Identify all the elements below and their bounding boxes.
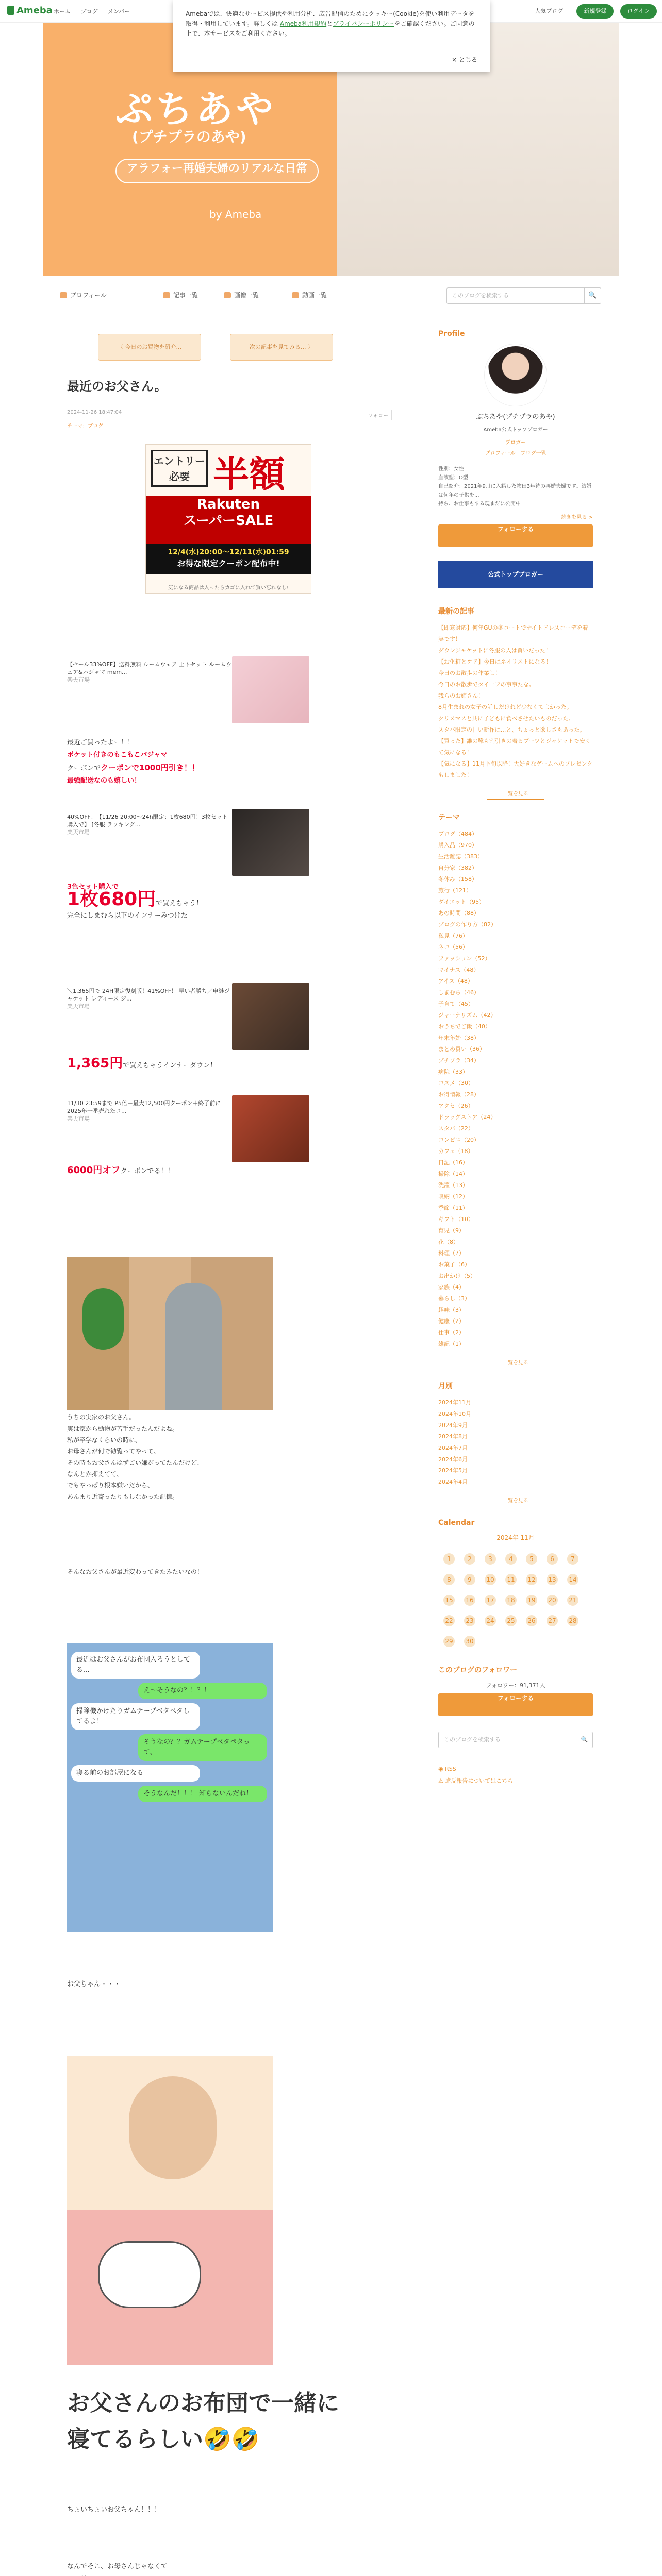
search-icon[interactable]: 🔍 xyxy=(584,288,601,303)
product-source: 楽天市場 xyxy=(67,1003,90,1010)
theme-item[interactable]: ブログの作り方（82） xyxy=(438,921,496,928)
consent-and: と xyxy=(326,20,333,27)
body-line: 私が卒学なくらいの時に、 xyxy=(67,1436,142,1444)
cookie-consent-dialog xyxy=(173,0,490,72)
ameba-logo[interactable]: Ameba xyxy=(7,5,53,16)
theme-item[interactable]: 子育て（45） xyxy=(438,1001,474,1007)
calendar-month: 2024年 11月 xyxy=(496,1534,535,1541)
calendar-day[interactable]: 8 xyxy=(443,1574,455,1585)
calendar-day[interactable]: 24 xyxy=(485,1615,496,1626)
text-block xyxy=(67,1057,217,1072)
father-face xyxy=(129,2076,217,2179)
product-image[interactable] xyxy=(232,983,309,1050)
follow-small-button[interactable]: フォロー xyxy=(365,410,392,420)
month-item[interactable]: 2024年8月 xyxy=(438,1433,468,1440)
text-line: 最近ご買ったよー！！ xyxy=(67,739,135,747)
calendar-day[interactable]: 29 xyxy=(443,1636,455,1647)
text-line: で買えちゃうインナーダウン！ xyxy=(123,1062,217,1070)
blog-search-input[interactable]: このブログを検索する 🔍 xyxy=(446,287,601,304)
theme-item[interactable]: 料理（7） xyxy=(438,1250,465,1257)
theme-item[interactable]: ギフト（10） xyxy=(438,1216,474,1223)
theme-item[interactable]: 日記（16） xyxy=(438,1159,468,1166)
theme-item[interactable]: ネコ（56） xyxy=(438,944,468,951)
price-text: 1枚680円 xyxy=(67,889,156,910)
product-card[interactable] xyxy=(67,813,309,836)
theme-item[interactable]: 冬休み（158） xyxy=(438,876,477,883)
calendar-day[interactable]: 6 xyxy=(547,1553,558,1565)
body-line: でもやっぱり根本嫌いだから、 xyxy=(67,1482,154,1489)
blogger-type: ブロガー xyxy=(505,440,526,446)
father-figure xyxy=(165,1283,222,1410)
bloglist-link[interactable]: ブログ一覧 xyxy=(520,451,547,456)
theme-item[interactable]: 家族（4） xyxy=(438,1284,465,1291)
sidebar xyxy=(438,330,593,1785)
month-more-link[interactable]: 一覧を見る xyxy=(487,1496,544,1506)
month-item[interactable]: 2024年6月 xyxy=(438,1456,468,1463)
body-line: うちの実家のお父さん。 xyxy=(67,1414,136,1421)
video-icon xyxy=(292,292,299,298)
calendar-grid xyxy=(438,1548,584,1652)
recent-heading: 最新の記事 xyxy=(438,607,474,616)
text-block xyxy=(67,737,200,787)
product-image[interactable] xyxy=(232,809,309,876)
recent-item[interactable]: 【お化粧とケア】今日はネイリストになる！ xyxy=(438,658,552,665)
by-ameba: by Ameba xyxy=(209,208,262,221)
theme-item[interactable]: ジャーナリズム（42） xyxy=(438,1012,496,1019)
text-block xyxy=(67,1164,174,1178)
theme-item[interactable]: 雑記（1） xyxy=(438,1341,465,1347)
nav-images[interactable]: 画像一覧 xyxy=(224,291,259,299)
article-date: 2024-11-26 18:47:04 xyxy=(67,410,122,415)
product-title[interactable]: 40%OFF！【11/26 20:00〜24h限定：1枚680円！3枚セット購入で】 [冬服 ラッキング... xyxy=(67,814,228,828)
article-title[interactable]: 最近のお父さん。 xyxy=(67,379,167,394)
nav-member[interactable]: メンバー xyxy=(108,8,130,15)
nav-home[interactable]: ホーム xyxy=(54,8,71,15)
image-icon xyxy=(224,292,231,298)
close-consent-button[interactable]: × とじる xyxy=(452,56,477,63)
recent-item[interactable]: 今日のお散歩でタイ一フの事事たな。 xyxy=(438,681,535,688)
follow-button-2[interactable]: フォローする xyxy=(438,1693,593,1716)
profile-heading: Profile xyxy=(438,330,465,338)
theme-item[interactable]: カフェ（18） xyxy=(438,1148,474,1155)
follower-count: フォロワー：91,371人 xyxy=(486,1682,545,1689)
nav-profile[interactable]: プロフィール xyxy=(60,291,107,299)
product-card[interactable] xyxy=(67,660,309,684)
cat-figure xyxy=(98,2241,201,2308)
theme-item[interactable]: おうちでご飯（40） xyxy=(438,1023,491,1030)
product-card[interactable] xyxy=(67,987,309,1010)
calendar-day[interactable]: 7 xyxy=(567,1553,578,1565)
calendar-day[interactable]: 9 xyxy=(464,1574,475,1585)
profile-links xyxy=(438,449,593,456)
theme-item[interactable]: しまむら（46） xyxy=(438,989,479,996)
body-line: お母さんが何で勧覧ってやって、 xyxy=(67,1448,160,1455)
calendar-day[interactable]: 1 xyxy=(443,1553,455,1565)
product-card[interactable] xyxy=(67,1099,309,1123)
consent-text-2: をご確認ください。ご同意の上で、本サービスをご利用ください。 xyxy=(186,20,475,37)
month-item[interactable]: 2024年7月 xyxy=(438,1445,468,1451)
theme-item[interactable]: 私見（76） xyxy=(438,933,468,939)
theme-item[interactable]: 自分家（382） xyxy=(438,865,477,871)
theme-item[interactable]: ドラッグストア（24） xyxy=(438,1114,496,1121)
nav-articles[interactable]: 記事一覧 xyxy=(163,291,198,299)
recent-item[interactable]: 【気になる】11月下旬以降！大好きなゲームへのプレゼンクもしました！ xyxy=(438,760,593,778)
calendar-day[interactable]: 20 xyxy=(547,1595,558,1606)
calendar-day[interactable]: 16 xyxy=(464,1595,475,1606)
calendar-day[interactable]: 11 xyxy=(505,1574,517,1585)
theme-item[interactable]: 旅行（121） xyxy=(438,887,472,894)
chat-bubble: 寝る前のお部屋になる xyxy=(71,1765,200,1782)
follower-heading: このブログのフォロワー xyxy=(438,1666,518,1674)
product-source: 楽天市場 xyxy=(67,829,90,836)
recent-item[interactable]: ダウンジャケットに冬服の人は買いだった！ xyxy=(438,647,551,654)
profile-desc: 性別：女性 血液型：O型 自己紹介：2021年9月に入籍した物田3年待の再婚夫婦です。結婚は何年の子供を... 持ち、お仕事もする現まだに公開中！ xyxy=(438,466,592,507)
theme-item[interactable]: あの時間（88） xyxy=(438,910,479,917)
theme-item[interactable]: 趣味（3） xyxy=(438,1307,465,1313)
theme-item[interactable]: 生活雑誌（383） xyxy=(438,853,483,860)
theme-item[interactable]: お菓子（6） xyxy=(438,1261,470,1268)
text-line: クーポンでクーポンで1000円引き！！ xyxy=(67,763,200,772)
half-price-text: 半額 xyxy=(213,453,285,496)
headline-text: お父さんのお布団で一緒に寝てるらしい🤣🤣 xyxy=(67,2390,339,2452)
calendar-day[interactable]: 13 xyxy=(547,1574,558,1585)
calendar-day[interactable]: 14 xyxy=(567,1574,578,1585)
calendar-day[interactable]: 23 xyxy=(464,1615,475,1626)
chat-screenshot[interactable] xyxy=(67,1643,273,1932)
entry-required-badge: エントリー必要 xyxy=(151,450,208,487)
official-badge: Ameba公式トップブロガー xyxy=(483,427,548,433)
theme-item[interactable]: 洗濯（13） xyxy=(438,1182,468,1189)
father-photo[interactable] xyxy=(67,1257,273,1410)
price-text: 6000円オフ xyxy=(67,1165,121,1176)
next-article-button[interactable]: 次の記事を見てみる... 〉 xyxy=(230,334,333,361)
calendar-day[interactable]: 18 xyxy=(505,1595,517,1606)
chat-bubble: そうなの？？ガムテープべタペタって、 xyxy=(138,1734,267,1761)
login-button[interactable]: ログイン xyxy=(620,4,657,19)
theme-item[interactable]: 暮らし（3） xyxy=(438,1295,470,1302)
text-line: ポケット付きのもこもこパジャマ xyxy=(67,751,168,759)
calendar-day[interactable]: 26 xyxy=(526,1615,537,1626)
rakuten-sale-banner[interactable] xyxy=(145,444,311,594)
profile-link[interactable]: プロフィール xyxy=(485,451,516,456)
coupon-info: 12/4(水)20:00〜12/11(水)01:59 お得な限定クーポン配布中! xyxy=(146,544,311,574)
official-top-blogger-banner[interactable]: 公式トップブロガー xyxy=(438,561,593,588)
product-title[interactable]: 11/30 23:59まで P5倍＋最大12,500円クーポン＋終了前に 2025年一番売れたコ... xyxy=(67,1100,221,1114)
search-icon[interactable]: 🔍 xyxy=(576,1732,592,1748)
month-item[interactable]: 2024年11月 xyxy=(438,1399,471,1406)
text-line: 3色セット購入で xyxy=(67,883,119,891)
text-line: 最強配送なのも嬉しい！ xyxy=(67,777,141,785)
register-button[interactable]: 新規登録 xyxy=(576,4,614,19)
month-item[interactable]: 2024年4月 xyxy=(438,1479,468,1485)
profile-name[interactable]: ぷちあや(プチプラのあや) xyxy=(476,413,555,421)
calendar-day[interactable]: 21 xyxy=(567,1595,578,1606)
calendar-day[interactable]: 22 xyxy=(443,1615,455,1626)
consent-text: Amebaでは、快適なサービス提供や利用分析、広告配信のためにクッキー(Cookie)を使い利用データを取得・利用しています。詳しくは xyxy=(186,10,475,27)
report-link[interactable]: ⚠ 違反報告についてはこちら xyxy=(438,1777,514,1784)
calendar-day[interactable]: 19 xyxy=(526,1595,537,1606)
chat-bubble: そうなんだ！！！ 知らないんだね！ xyxy=(138,1786,267,1802)
read-more-link[interactable]: 続きを見る > xyxy=(561,515,593,520)
theme-more-link[interactable]: 一覧を見る xyxy=(487,1358,544,1368)
theme-item[interactable]: お得情報（28） xyxy=(438,1091,479,1098)
product-image[interactable] xyxy=(232,1095,309,1162)
theme-item[interactable]: ブログ（484） xyxy=(438,831,477,837)
article-meta xyxy=(67,410,392,429)
product-title[interactable]: 【セール33%OFF】送料無料 ルームウェア 上下セット ルームウェア&パジャマ mem... xyxy=(67,661,232,675)
sidebar-search-input[interactable]: このブログを検索する 🔍 xyxy=(438,1732,593,1748)
nav-videos[interactable]: 動画一覧 xyxy=(292,291,327,299)
theme-item[interactable]: 仕事（2） xyxy=(438,1329,465,1336)
profile-icon xyxy=(60,292,67,298)
product-title[interactable]: ＼1,365円で 24H限定復刻版！41%OFF！ 早い者勝ち／申継ジャケット レディース ジ... xyxy=(67,988,230,1002)
calendar-day[interactable]: 12 xyxy=(526,1574,537,1585)
text-line: 完全にしまむら以下のインナーみつけた xyxy=(67,912,188,920)
text-line: なんでそこ、お母さんじゃなくて xyxy=(67,2563,168,2570)
recent-item[interactable]: 【買った】誰の靴も割引きの着るブーツとジャケットで安くて気になる！ xyxy=(438,738,591,756)
calendar-day[interactable]: 2 xyxy=(464,1553,475,1565)
text-line: クーポンでる！！ xyxy=(120,1167,174,1175)
calendar-day[interactable]: 5 xyxy=(526,1553,537,1565)
top-nav xyxy=(54,7,138,15)
sleeping-illustration[interactable] xyxy=(67,2056,273,2365)
terms-link[interactable]: Ameba利用規約 xyxy=(279,20,327,27)
theme-item[interactable]: マイナス（48） xyxy=(438,967,479,973)
theme-item[interactable]: アクセ（26） xyxy=(438,1103,474,1109)
calendar-day[interactable]: 28 xyxy=(567,1615,578,1626)
theme-item[interactable]: まとめ買い（36） xyxy=(438,1046,485,1053)
theme-list xyxy=(438,828,593,1350)
theme-item[interactable]: アイス（48） xyxy=(438,978,473,985)
recent-item[interactable]: 我らのお姉さん！ xyxy=(438,692,484,699)
text-block xyxy=(67,881,203,922)
calendar-day[interactable]: 3 xyxy=(485,1553,496,1565)
product-source: 楽天市場 xyxy=(67,1115,90,1122)
month-item[interactable]: 2024年10月 xyxy=(438,1411,471,1417)
body-line: その時もお父さんはずごい嫌がってたんだけど、 xyxy=(67,1459,204,1466)
body-text xyxy=(67,1412,203,1502)
list-icon xyxy=(163,292,170,298)
calendar-day[interactable]: 4 xyxy=(505,1553,517,1565)
theme-heading: テーマ xyxy=(438,814,460,822)
blog-tagline: アラフォー再婚夫婦のリアルな日常 xyxy=(115,159,319,183)
coupon-text: クーポンで1000円引き！！ xyxy=(101,763,200,772)
theme-item[interactable]: コンビニ（20） xyxy=(438,1137,479,1143)
product-source: 楽天市場 xyxy=(67,676,90,683)
month-item[interactable]: 2024年9月 xyxy=(438,1422,468,1429)
theme-item[interactable]: プチプラ（34） xyxy=(438,1057,479,1064)
theme-item[interactable]: 年末年始（38） xyxy=(438,1035,479,1041)
theme-item[interactable]: お出かけ（5） xyxy=(438,1273,476,1279)
theme-item[interactable]: ダイエット（95） xyxy=(438,899,485,905)
calendar-day[interactable]: 17 xyxy=(485,1595,496,1606)
body-line: 実は家から動物が苦手だったんだよね。 xyxy=(67,1425,179,1432)
plant xyxy=(82,1288,124,1350)
calendar-day[interactable]: 27 xyxy=(547,1615,558,1626)
rss-link[interactable]: ◉ RSS xyxy=(438,1766,456,1772)
prev-article-button[interactable]: 〈 今日のお買物を紹介... xyxy=(98,334,201,361)
month-item[interactable]: 2024年5月 xyxy=(438,1467,468,1474)
recent-item[interactable]: クリスマスと共に子どもに食べさせたいものだった。 xyxy=(438,715,574,722)
recent-item[interactable]: スタバ限定の甘い新作は...と、ちょっと欲しさもあった。 xyxy=(438,726,586,733)
calendar-day[interactable]: 10 xyxy=(485,1574,496,1585)
theme-item[interactable]: コスメ（30） xyxy=(438,1080,474,1087)
rss-icon: ◉ xyxy=(438,1766,445,1772)
recent-list xyxy=(438,622,593,781)
body-line: なんとか抑えてて、 xyxy=(67,1470,123,1478)
recent-item[interactable]: 8月生まれの女子の話しだけれど少なくてよかった。 xyxy=(438,704,572,710)
warning-icon: ⚠ xyxy=(438,1777,445,1784)
theme-item[interactable]: 花（8） xyxy=(438,1239,459,1245)
theme-item[interactable]: 育児（9） xyxy=(438,1227,465,1234)
recent-item[interactable]: 今日のお散歩の作業し！ xyxy=(438,670,501,676)
theme-item[interactable]: 収納（12） xyxy=(438,1193,468,1200)
text-line: 1枚680円で買えちゃう！ xyxy=(67,889,203,910)
privacy-link[interactable]: プライバシーポリシー xyxy=(333,20,394,27)
calendar-day[interactable]: 30 xyxy=(464,1636,475,1647)
text-line: お父ちゃん・・・ xyxy=(67,1980,121,1988)
theme-item[interactable]: ファッション（52） xyxy=(438,955,491,962)
avatar[interactable] xyxy=(485,344,547,406)
article-theme[interactable]: テーマ：ブログ xyxy=(67,423,103,429)
theme-item[interactable]: スタバ（22） xyxy=(438,1125,474,1132)
theme-item[interactable]: 購入品（970） xyxy=(438,842,477,849)
chat-bubble: 最近はお父さんがお布団入ろうとしてる... xyxy=(71,1652,200,1679)
month-list xyxy=(438,1397,593,1488)
body-line: あんまり近寄ったりもしなかった記憶。 xyxy=(67,1493,179,1500)
banner-footnote: 気になる商品は入ったらカゴに入れて買い忘れなし! xyxy=(168,585,289,591)
theme-item[interactable]: 掃除（14） xyxy=(438,1171,468,1177)
calendar-day[interactable]: 15 xyxy=(443,1595,455,1606)
blog-subtitle: (プチプラのあや) xyxy=(132,128,246,145)
blog-nav xyxy=(60,287,601,308)
body-line: そんなお父さんが最近変わってきたみたいなの！ xyxy=(67,1568,203,1575)
chat-bubble: え〜そうなの？！？！ xyxy=(138,1683,267,1699)
article xyxy=(67,376,392,2570)
recent-more-link[interactable]: 一覧を見る xyxy=(487,789,544,800)
chat-bubble: 掃除機かけたりガムテープべタペタしてるよ！ xyxy=(71,1703,200,1730)
recent-item[interactable]: 【即寒対応】何年GUの冬コートでナイトドレスコーデを着実です！ xyxy=(438,624,588,642)
follow-button[interactable]: フォローする xyxy=(438,524,593,547)
month-heading: 月別 xyxy=(438,1382,453,1391)
theme-item[interactable]: 健康（2） xyxy=(438,1318,465,1325)
calendar-day[interactable]: 25 xyxy=(505,1615,517,1626)
price-text: 1,365円 xyxy=(67,1056,123,1071)
nav-blog[interactable]: ブログ xyxy=(80,8,98,15)
theme-item[interactable]: 季節（11） xyxy=(438,1205,468,1211)
product-image[interactable] xyxy=(232,656,309,723)
rakuten-logo: Rakuten スーパーSALE xyxy=(146,496,311,544)
body-text xyxy=(67,1566,203,1578)
popular-blog-link[interactable]: 人気ブログ xyxy=(535,8,564,14)
text-line: ちょいちょいお父ちゃん！！！ xyxy=(67,2506,161,2514)
calendar-heading: Calendar xyxy=(438,1519,475,1527)
blog-title: ぷちあや xyxy=(115,88,277,131)
theme-item[interactable]: 病院（33） xyxy=(438,1069,468,1075)
